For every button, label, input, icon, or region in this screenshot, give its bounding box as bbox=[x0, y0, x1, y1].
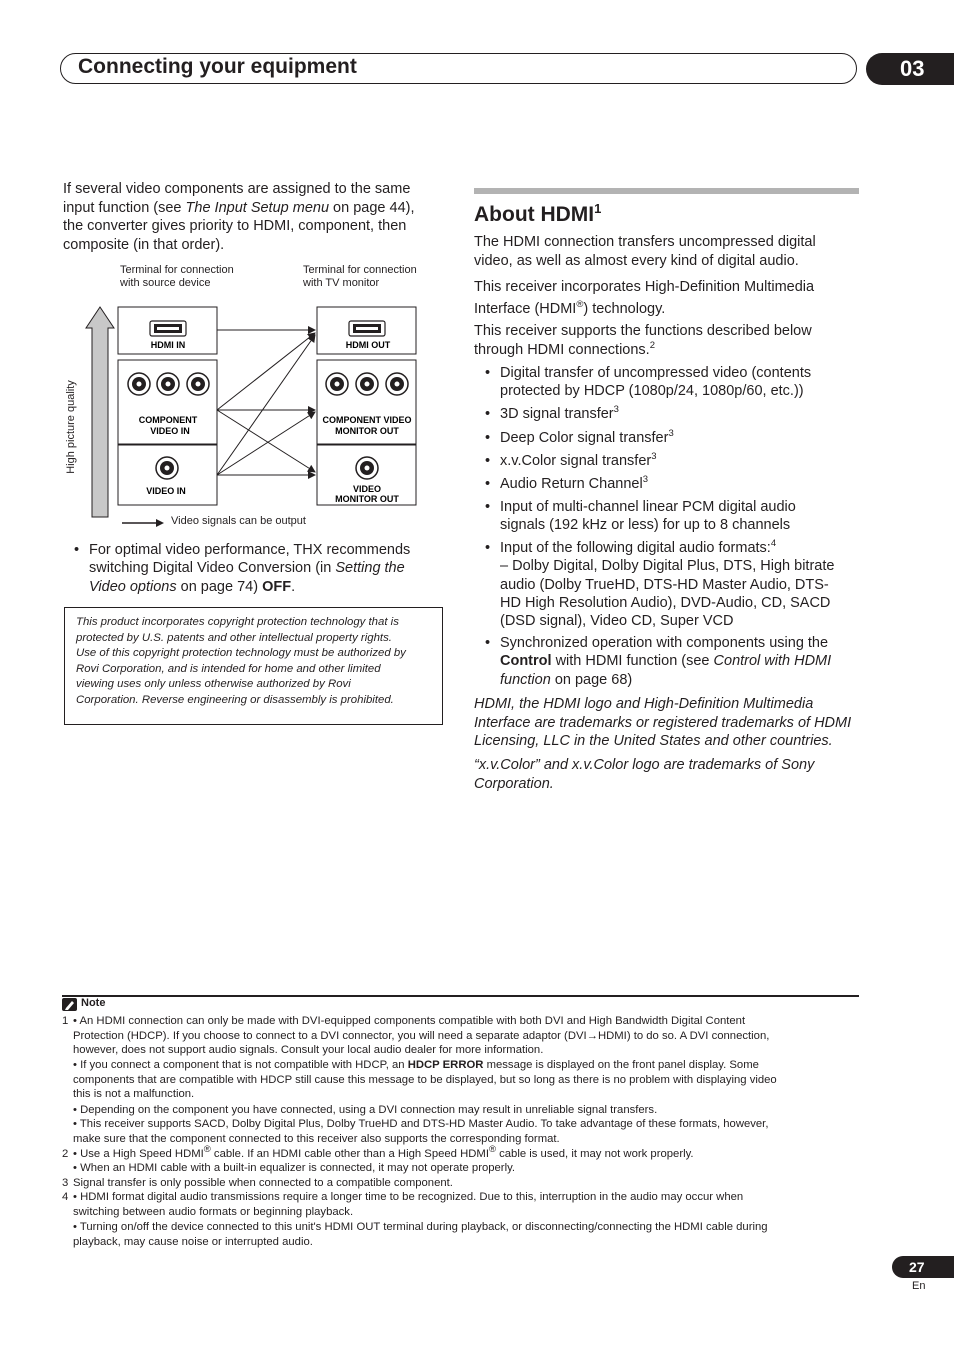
video-in-label: VIDEO IN bbox=[146, 486, 186, 496]
intro-paragraph: If several video components are assigned to the same input function (see The Input Setup menu on page 44), the converter gives priority to HDMI, component, then composite (in that order). bbox=[63, 181, 415, 253]
language-label: En bbox=[912, 1280, 926, 1292]
component-in-label-2: VIDEO IN bbox=[150, 426, 190, 436]
video-out-label-2: MONITOR OUT bbox=[335, 494, 399, 504]
rca-jack-icon bbox=[128, 373, 150, 395]
rca-jack-icon bbox=[386, 373, 408, 395]
rca-jack-icon bbox=[326, 373, 348, 395]
list-item: • Synchronized operation with components using the Control with HDMI function (see Control with HDMI function on page 68) bbox=[485, 635, 832, 688]
chapter-number: 03 bbox=[866, 53, 954, 85]
component-in-label: COMPONENT bbox=[138, 415, 198, 425]
component-out-label-2: MONITOR OUT bbox=[335, 426, 399, 436]
list-item: • Digital transfer of uncompressed video (contents protected by HDCP (1080p/24, 1080p/60, etc.)) bbox=[485, 365, 812, 400]
footnote-4b: • Turning on/off the device connected to this unit's HDMI OUT terminal during playback, or disconnecting/connecting the HDMI cable during playback, may cause noise or interrupted audio. bbox=[73, 1221, 768, 1248]
list-item: • Input of the following digital audio formats:$^4$ – Dolby Digital, Dolby Digital Plus, DTS, High bitrate audio (Dolby TrueHD, DTS-HD Master Audio, DTS- HD High Resolution Audio), DVD-Audio, CD, SACD (DSD signal), Video CD, Super VCD bbox=[485, 538, 835, 630]
hdmi-paragraph-2: This receiver incorporates High-Definition Multimedia Interface (HDMI®) technology. bbox=[474, 279, 815, 317]
trademark-hdmi: HDMI, the HDMI logo and High-Definition Multimedia Interface are trademarks or registered trademarks of HDMI Licensing, LLC in the United States and other countries. bbox=[474, 696, 852, 749]
connection-diagram bbox=[60, 295, 440, 535]
hdmi-in-label: HDMI IN bbox=[150, 340, 186, 350]
hdmi-paragraph-3: This receiver supports the functions described below through HDMI connections.$^2$ bbox=[474, 323, 812, 358]
note-icon bbox=[62, 998, 77, 1011]
high-quality-label: High picture quality bbox=[65, 380, 77, 474]
list-item: • Deep Color signal transfer$^3$ bbox=[485, 428, 674, 446]
rca-jack-icon bbox=[157, 373, 179, 395]
footnote-1b: • If you connect a component that is not compatible with HDCP, an HDCP ERROR message is displayed on the front panel display. Some components that are compatible with HDCP still cause this message to be displayed, but so long as there is no problem with displaying video this is not a malfunction. bbox=[73, 1059, 777, 1101]
footnote-2a: 2 • Use a High Speed HDMI® cable. If an HDMI cable other than a High Speed HDMI® cable is used, it may not work properly. bbox=[62, 1144, 694, 1160]
footnote-1c: • Depending on the component you have connected, using a DVI connection may result in unreliable signal transfers. bbox=[73, 1104, 658, 1116]
page-number: 27 bbox=[892, 1256, 954, 1278]
tv-terminal-label: Terminal for connection with TV monitor bbox=[303, 264, 417, 289]
list-item: • Audio Return Channel$^3$ bbox=[485, 474, 648, 492]
footnote-4a: 4 • HDMI format digital audio transmissions require a longer time to be recognized. Due to this, interruption in the audio may occur when switching between audio formats or beginning playback. bbox=[62, 1191, 744, 1218]
copyright-text: This product incorporates copyright protection technology that is protected by U.S. patents and other intellectual property rights. Use of this copyright protection technology must be authorized by Rovi Corporation, and is intended for home and other limited viewing uses only unless otherwise authorized by Rovi Corporation. Reverse engineering or disassembly is prohibited. bbox=[76, 616, 406, 706]
hdmi-out-label: HDMI OUT bbox=[345, 340, 391, 350]
video-out-label: VIDEO bbox=[352, 484, 382, 494]
page-title: Connecting your equipment bbox=[78, 55, 357, 78]
source-terminal-label: Terminal for connection with source device bbox=[120, 264, 234, 289]
footnote-1a: 1 • An HDMI connection can only be made with DVI-equipped components compatible with both DVI and High Bandwidth Digital Content Protection (HDCP). If you choose to connect to a DVI connector, you will need a separate adaptor (DVI→HDMI) to do so. A DVI connection, however, does not support audio signals. Consult your local audio dealer for more information. bbox=[62, 1015, 770, 1057]
component-out-label: COMPONENT VIDEO bbox=[322, 415, 412, 425]
footnote-1d: • This receiver supports SACD, Dolby Digital Plus, Dolby TrueHD and DTS-HD Master Audio. To take advantage of these formats, however, make sure that the component connected to this receiver also supports the corresponding format. bbox=[73, 1118, 769, 1145]
section-divider bbox=[474, 188, 859, 194]
footnote-2b: • When an HDMI cable with a built-in equalizer is connected, it may not operate properly. bbox=[73, 1162, 516, 1174]
legend-arrow-icon bbox=[122, 519, 164, 527]
quality-arrow bbox=[86, 307, 114, 517]
list-item: • x.v.Color signal transfer$^3$ bbox=[485, 451, 657, 469]
list-item: • Input of multi-channel linear PCM digital audio signals (192 kHz or less) for up to 8 channels bbox=[485, 499, 796, 534]
hdmi-connector-icon bbox=[150, 321, 186, 336]
list-item: • 3D signal transfer$^3$ bbox=[485, 404, 619, 422]
rca-jack-icon bbox=[187, 373, 209, 395]
footnote-3: 3 Signal transfer is only possible when connected to a compatible component. bbox=[62, 1177, 453, 1189]
hdmi-paragraph-1: The HDMI connection transfers uncompressed digital video, as well as almost every kind of digital audio. bbox=[474, 234, 816, 269]
section-heading: About HDMI$^1$ bbox=[474, 201, 602, 226]
rca-jack-icon bbox=[356, 373, 378, 395]
rca-jack-icon bbox=[356, 457, 378, 479]
thx-bullet: • For optimal video performance, THX recommends switching Digital Video Conversion (in Setting the Video options on page 74) OFF. bbox=[74, 542, 411, 595]
hdmi-connector-icon bbox=[349, 321, 385, 336]
legend-text: Video signals can be output bbox=[171, 515, 306, 527]
signal-lines bbox=[217, 330, 315, 475]
notes-divider bbox=[62, 995, 859, 997]
trademark-xvcolor: “x.v.Color” and x.v.Color logo are trademarks of Sony Corporation. bbox=[474, 757, 815, 792]
notes-title: Note bbox=[81, 997, 106, 1009]
rca-jack-icon bbox=[156, 457, 178, 479]
